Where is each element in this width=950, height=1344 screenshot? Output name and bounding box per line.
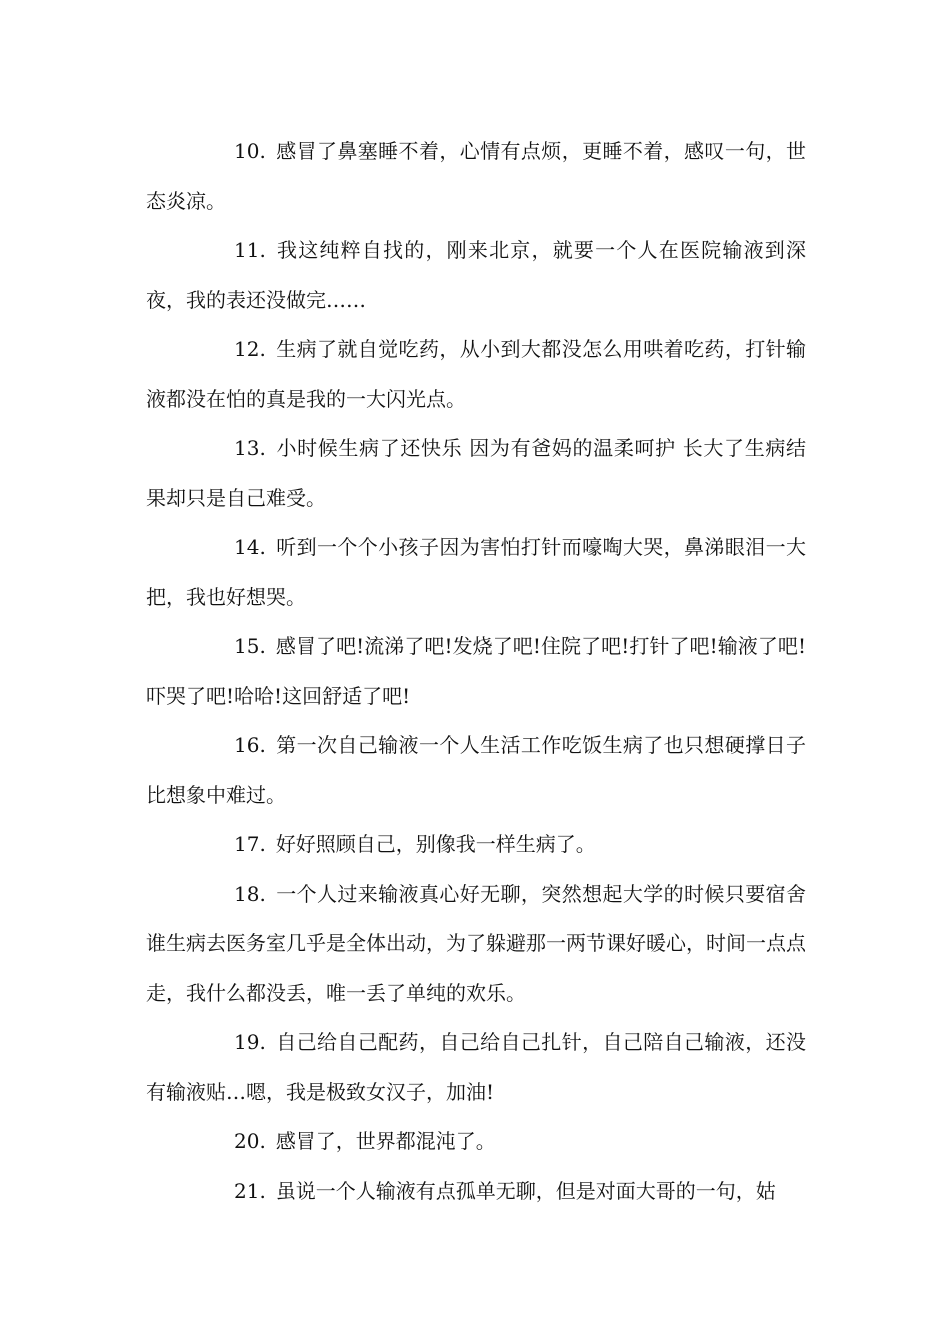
item-number: 15. — [234, 634, 266, 658]
item-number: 21. — [234, 1178, 266, 1203]
item-number: 11. — [234, 238, 266, 262]
list-item — [146, 721, 806, 820]
item-text: 感冒了吧!流涕了吧!发烧了吧!住院了吧!打针了吧!输液了吧!吓哭了吧!哈哈!这回舒适了吧! — [146, 634, 806, 708]
list-item — [146, 226, 806, 325]
item-number: 17. — [234, 832, 266, 856]
item-text: 第一次自己输液一个人生活工作吃饭生病了也只想硬撑日子比想象中难过。 — [146, 733, 806, 807]
list-item — [146, 820, 806, 870]
item-text: 小时候生病了还快乐 因为有爸妈的温柔呵护 长大了生病结果却只是自己难受。 — [146, 436, 806, 510]
list-item — [146, 1167, 806, 1217]
item-number: 12. — [234, 337, 266, 361]
item-number: 16. — [234, 733, 266, 757]
item-number: 20. — [234, 1129, 266, 1153]
item-text: 虽说一个人输液有点孤单无聊，但是对面大哥的一句，姑 — [275, 1178, 776, 1203]
item-text: 一个人过来输液真心好无聊，突然想起大学的时候只要宿舍谁生病去医务室几乎是全体出动，为了躲避那一两节课好暖心，时间一点点走，我什么都没丢，唯一丢了单纯的欢乐。 — [146, 881, 806, 1005]
list-item — [146, 1018, 806, 1117]
list-item — [146, 325, 806, 424]
item-text: 自己给自己配药，自己给自己扎针，自己陪自己输液，还没有输液贴…嗯，我是极致女汉子，加油! — [146, 1030, 806, 1104]
item-number: 10. — [234, 139, 266, 163]
item-number: 13. — [234, 436, 266, 460]
list-item — [146, 1117, 806, 1167]
item-text: 感冒了鼻塞睡不着，心情有点烦，更睡不着，感叹一句，世态炎凉。 — [146, 139, 806, 213]
list-item — [146, 622, 806, 721]
list-item — [146, 424, 806, 523]
item-number: 18. — [234, 881, 266, 906]
item-text: 生病了就自觉吃药，从小到大都没怎么用哄着吃药，打针输液都没在怕的真是我的一大闪光点。 — [146, 337, 806, 411]
item-number: 19. — [234, 1030, 266, 1054]
item-text: 我这纯粹自找的，刚来北京，就要一个人在医院输液到深夜，我的表还没做完…… — [146, 238, 806, 312]
item-number: 14. — [234, 535, 266, 559]
document-body — [146, 127, 806, 1216]
item-text: 好好照顾自己，别像我一样生病了。 — [275, 832, 596, 856]
item-text: 听到一个个小孩子因为害怕打针而嚎啕大哭，鼻涕眼泪一大把，我也好想哭。 — [146, 535, 806, 609]
item-text: 感冒了，世界都混沌了。 — [275, 1129, 496, 1153]
list-item — [146, 870, 806, 1019]
list-item — [146, 523, 806, 622]
list-item — [146, 127, 806, 226]
